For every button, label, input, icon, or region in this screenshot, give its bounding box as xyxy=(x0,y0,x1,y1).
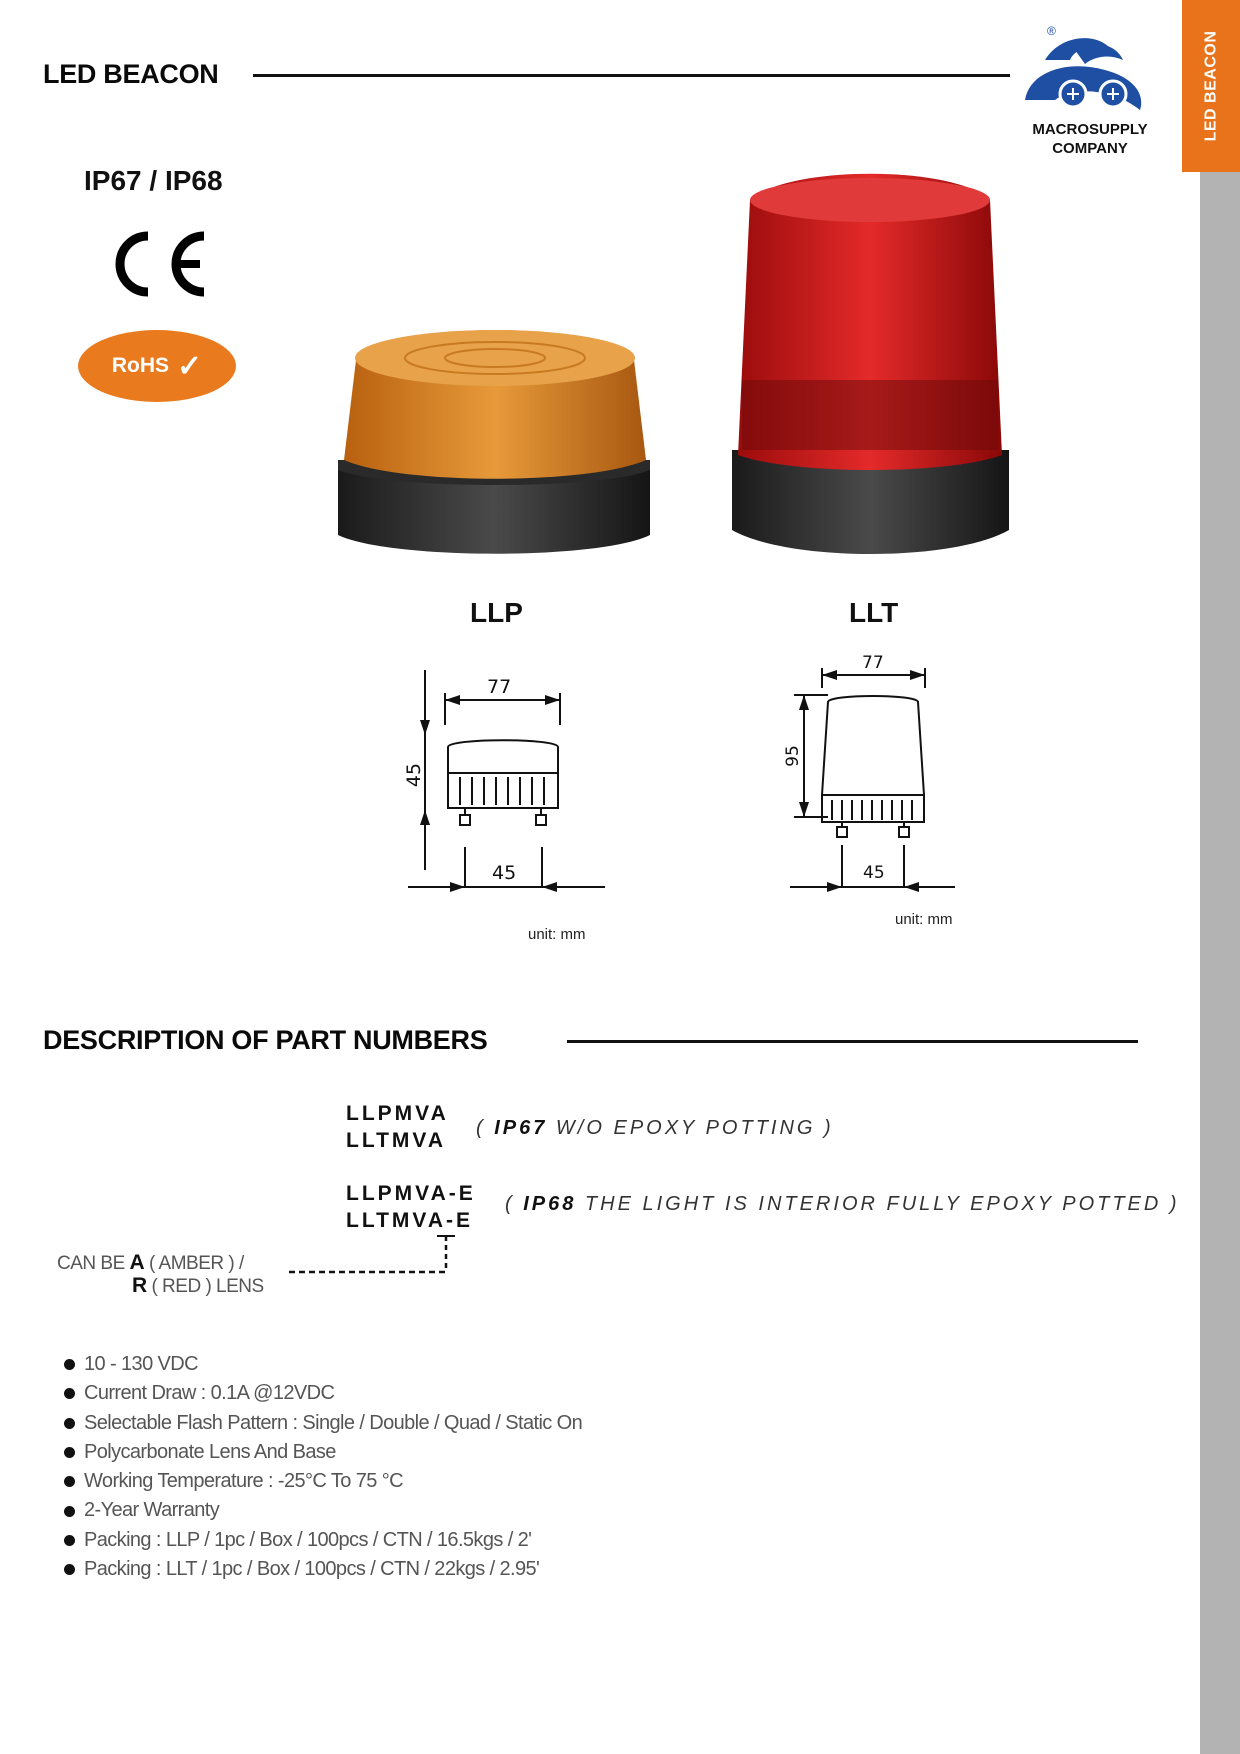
registered-mark: ® xyxy=(1047,24,1056,38)
spec-item: 2-Year Warranty xyxy=(64,1496,582,1525)
part-code-llpmva-e: LLPMVA-E xyxy=(346,1182,476,1205)
llp-width-dim: 77 xyxy=(487,676,512,698)
company-logo xyxy=(1015,20,1165,120)
part-group-2-desc: ( IP68 THE LIGHT IS INTERIOR FULLY EPOXY POTTED ) xyxy=(505,1193,1180,1215)
llp-model-label: LLP xyxy=(470,597,523,628)
bullet-icon xyxy=(64,1388,75,1399)
part-group-1-desc: ( IP67 W/O EPOXY POTTING ) xyxy=(476,1117,834,1139)
rohs-label: RoHS xyxy=(111,354,170,377)
side-strip xyxy=(1200,160,1240,1754)
bullet-icon xyxy=(64,1564,75,1575)
side-tab-label: LED BEACON xyxy=(1202,30,1219,142)
part-code-lltmva-e: LLTMVA-E xyxy=(346,1209,474,1232)
spec-item: Packing : LLT / 1pc / Box / 100pcs / CTN / 22kgs / 2.95' xyxy=(64,1555,582,1584)
llt-dimension-drawing xyxy=(780,650,970,895)
llp-product-image xyxy=(330,310,660,560)
part-group-2-codes xyxy=(346,1180,476,1234)
spec-list xyxy=(64,1350,582,1584)
title-rule xyxy=(253,74,1010,77)
rohs-badge xyxy=(78,330,236,402)
part-code-llpmva: LLPMVA xyxy=(346,1102,449,1125)
bullet-icon xyxy=(64,1476,75,1487)
llt-unit-label: unit: mm xyxy=(895,911,953,928)
spec-item: Working Temperature : -25°C To 75 °C xyxy=(64,1467,582,1496)
llp-height-dim: 45 xyxy=(403,762,425,788)
llt-model-label: LLT xyxy=(849,597,899,628)
bullet-icon xyxy=(64,1506,75,1517)
bullet-icon xyxy=(64,1418,75,1429)
lens-note-line-2: R ( RED ) LENS xyxy=(132,1274,264,1297)
spec-item: Current Draw : 0.1A @12VDC xyxy=(64,1379,582,1408)
spec-item: Polycarbonate Lens And Base xyxy=(64,1438,582,1467)
bullet-icon xyxy=(64,1447,75,1458)
logo-text xyxy=(1010,120,1170,158)
llp-base-dim: 45 xyxy=(492,862,517,884)
spec-item: Packing : LLP / 1pc / Box / 100pcs / CTN / 16.5kgs / 2' xyxy=(64,1526,582,1555)
llp-dimension-drawing xyxy=(400,665,620,905)
logo-line-2: COMPANY xyxy=(1052,140,1128,157)
logo-line-1: MACROSUPPLY xyxy=(1032,121,1148,138)
check-icon: ✓ xyxy=(177,349,203,383)
part-group-1-codes xyxy=(346,1100,449,1154)
llp-unit-label: unit: mm xyxy=(528,926,586,943)
part-numbers-title: DESCRIPTION OF PART NUMBERS xyxy=(43,1025,488,1055)
part-numbers-rule xyxy=(567,1040,1138,1043)
lens-note xyxy=(57,1252,282,1298)
part-code-lltmva: LLTMVA xyxy=(346,1129,447,1152)
llt-base-dim: 45 xyxy=(863,863,885,883)
bullet-icon xyxy=(64,1359,75,1370)
ce-mark-icon xyxy=(108,228,208,300)
ip-rating: IP67 / IP68 xyxy=(84,165,223,196)
page-title: LED BEACON xyxy=(43,59,219,89)
spec-item: 10 - 130 VDC xyxy=(64,1350,582,1379)
bullet-icon xyxy=(64,1535,75,1546)
lens-note-line-1: CAN BE A ( AMBER ) / xyxy=(57,1251,244,1274)
spec-item: Selectable Flash Pattern : Single / Double / Quad / Static On xyxy=(64,1409,582,1438)
llt-height-dim: 95 xyxy=(783,745,803,767)
lens-leader-line xyxy=(285,1232,460,1277)
llt-product-image xyxy=(728,170,1013,560)
llt-width-dim: 77 xyxy=(862,653,884,673)
